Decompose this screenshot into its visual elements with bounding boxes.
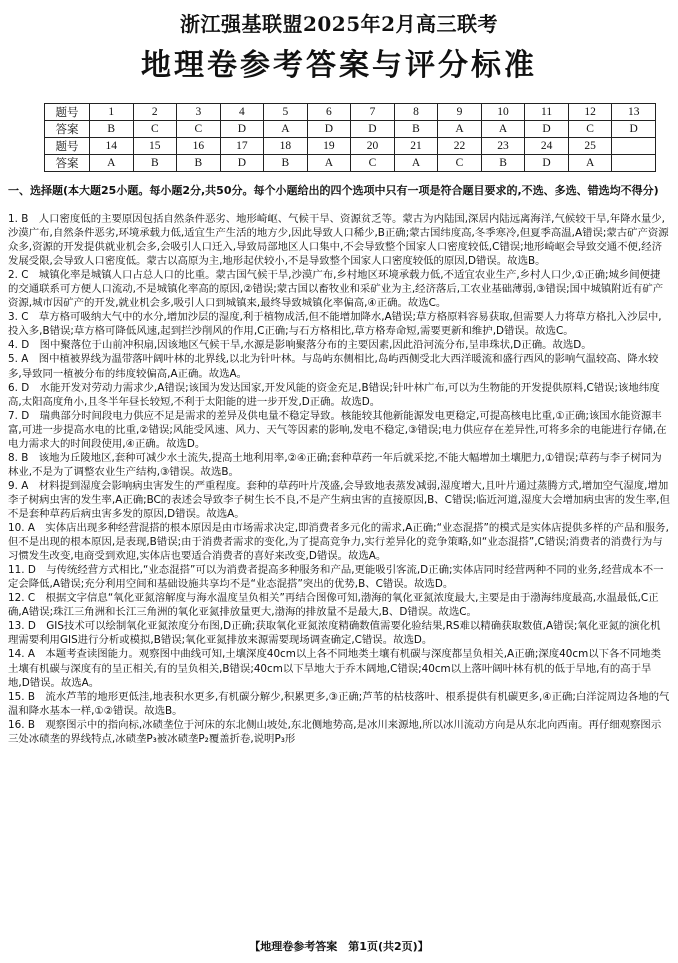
document-title: 地理卷参考答案与评分标准 — [141, 48, 537, 83]
answer-table-cell: 25 — [568, 138, 612, 155]
answer-table-cell: 13 — [612, 104, 656, 121]
exam-title: 浙江强基联盟2025年2月高三联考 — [179, 12, 499, 36]
answer-table-cell: 20 — [351, 138, 395, 155]
answer-table-cell: 11 — [525, 104, 569, 121]
explanation-item: 3. C 草方格可吸纳大气中的水分,增加沙层的湿度,利于植物成活,但不能增加降水,A错误;草方格原料容易获取,但需要人力将草方格扎入沙层中,投入多,B错误;草方格可降低风速,起到拦沙削风的作用,C正确;与石方格相比,草方格寿命短,需要更新和维护,D错误。故选C。 — [8, 311, 662, 338]
answer-table-cell: A — [481, 121, 525, 138]
explanation-item: 9. A 材料提到湿度会影响病虫害发生的严重程度。套种的草药叶片茂盛,会导致地表蒸发减弱,湿度增大,且叶片通过蒸腾方式,增加空气湿度,增加李子树病虫害的发生率,A正确;BC的表述会导致李子树生长不良,不是产生病虫害的直接原因,B、C错误;临近河道,湿度大会增加病虫害的发生率,但不是套种草药后病虫害多发的原因,D错误。故选A。 — [8, 479, 670, 520]
answer-table-cell: B — [177, 155, 221, 172]
answer-table-cell: 5 — [264, 104, 308, 121]
answer-table-row — [45, 104, 656, 121]
explanation-item: 11. D 与传统经营方式相比,“业态混搭”可以为消费者提高多种服务和产品,更能吸引客流,D正确;实体店同时经营两种不同的业务,经营成本不一定会降低,A错误;充分利用空间和基础设施共享均不是“业态混搭”突出的优势,B、C错误。故选D。 — [8, 564, 664, 591]
answer-table-cell: 17 — [220, 138, 264, 155]
answer-table-cell: 12 — [568, 104, 612, 121]
answer-table-row-label: 答案 — [45, 155, 90, 172]
answer-table-row — [45, 155, 656, 172]
explanation-item: 14. A 本题考查读图能力。观察图中曲线可知,土壤深度40cm以上各不同地类土壤有机碳与深度都呈负相关,A正确;深度40cm以下各不同地类土壤有机碳与深度有的呈正相关,有的呈负相关,B错误;40cm以下旱地大于乔木阔地,C错误;40cm以上落叶阔叶林有机的低于旱地,有的高于旱地,D错误。故选A。 — [8, 648, 661, 689]
answer-table-cell: A — [568, 155, 612, 172]
answer-table-cell: 23 — [481, 138, 525, 155]
page-footer: 【地理卷参考答案 第1页(共2页)】 — [249, 940, 429, 953]
answer-table-cell: 3 — [177, 104, 221, 121]
explanations — [8, 212, 670, 930]
explanation-item: 13. D GIS技术可以绘制氧化亚氮浓度分布图,D正确;获取氧化亚氮浓度精确数值需要化验结果,RS难以精确获取数值,A错误;氧化亚氮的演化机理需要利用GIS进行分析或模拟,B错误;氧化亚氮排放来源需要现场调查确定,C错误。故选D。 — [8, 620, 661, 647]
answer-table-cell: D — [612, 121, 656, 138]
answer-table-cell: 15 — [133, 138, 177, 155]
answer-table-cell: A — [394, 155, 438, 172]
answer-table-cell: A — [264, 121, 308, 138]
explanation-item: 5. A 图中植被界线为温带落叶阔叶林的北界线,以北为针叶林。与岛屿东侧相比,岛屿西侧受北大西洋暖流和盛行西风的影响气温较高、降水较多,导致同一植被分布的纬度较偏高,A正确。故选A。 — [8, 353, 659, 380]
answer-table-cell: C — [177, 121, 221, 138]
answer-table-cell: 6 — [307, 104, 351, 121]
answer-table-cell: D — [351, 121, 395, 138]
explanation-item: 2. C 城镇化率是城镇人口占总人口的比重。蒙古国气候干旱,沙漠广布,乡村地区环境承载力低,不适宜农业生产,乡村人口少,①正确;城乡间便捷的交通联系可方便人口流动,不是城镇化率高的原因,②错误;蒙古国以畜牧业和采矿业为主,经济落后,工农业基础薄弱,③错误;国中城镇附近有矿产资源,城市因矿产的开发,就业机会多,吸引人口到城镇来,最终导致城镇化率偏高,④正确。故选C。 — [8, 269, 664, 310]
answer-table-cell: D — [525, 121, 569, 138]
answer-table-cell: B — [481, 155, 525, 172]
answer-table-row-label: 题号 — [45, 138, 90, 155]
answer-table-cell: A — [90, 155, 134, 172]
answer-table-cell: 22 — [438, 138, 482, 155]
answer-table-cell — [612, 155, 656, 172]
answer-table-cell: 4 — [220, 104, 264, 121]
answer-table-cell: D — [525, 155, 569, 172]
explanation-item: 12. C 根据文字信息“氧化亚氮溶解度与海水温度呈负相关”再结合图像可知,渤海的氧化亚氮浓度最大,主要是由于渤海纬度最高,水温最低,C正确,A错误;珠江三角洲和长江三角洲的氧化亚氮排放量更大,渤海的排放量不是最大,B、D错误。故选C。 — [8, 592, 659, 619]
explanation-item: 8. B 该地为丘陵地区,套种可减少水土流失,提高土地利用率,②④正确;套种草药一年后就采挖,不能大幅增加土壤肥力,①错误;草药与李子树同为林业,不是为了调整农业生产结构,③错误。故选B。 — [8, 451, 662, 478]
explanation-item: 4. D 图中聚落位于山前冲积扇,因该地区气候干旱,水源是影响聚落分布的主要因素,因此沿河流分布,呈串珠状,D正确。故选D。 — [8, 339, 592, 352]
answer-table-cell: 21 — [394, 138, 438, 155]
answer-table-cell: B — [394, 121, 438, 138]
answer-table-cell: B — [264, 155, 308, 172]
answer-table-cell: A — [307, 155, 351, 172]
answer-table-cell: 8 — [394, 104, 438, 121]
answer-table-cell: 10 — [481, 104, 525, 121]
answer-table-cell: 9 — [438, 104, 482, 121]
answer-table-cell: 18 — [264, 138, 308, 155]
explanation-item: 6. D 水能开发对劳动力需求少,A错误;该国为发达国家,开发风能的资金充足,B错误;针叶林广布,可以为生物能的开发提供原料,C错误;该地纬度高,太阳高度角小,且冬半年昼长较短,不利于太阳能的进一步开发,D正确。故选D。 — [8, 381, 660, 408]
answer-table-cell: 14 — [90, 138, 134, 155]
answer-table-cell: B — [90, 121, 134, 138]
answer-table-row — [45, 138, 656, 155]
answer-table-cell: C — [351, 155, 395, 172]
answer-table-cell — [612, 138, 656, 155]
answer-table-cell: D — [220, 155, 264, 172]
answer-table-row-label: 题号 — [45, 104, 90, 121]
explanation-item: 15. B 流水芦苇的地形更低洼,地表积水更多,有机碳分解少,积累更多,③正确;芦苇的枯枝落叶、根系提供有机碳更多,④正确;白洋淀周边各地的气温和降水基本一样,①②错误。故选B。 — [8, 690, 670, 717]
explanation-item: 1. B 人口密度低的主要原因包括自然条件恶劣、地形崎岖、气候干旱、资源贫乏等。蒙古为内陆国,深居内陆远离海洋,气候较干旱,年降水量少,沙漠广布,自然条件恶劣,环境承载力低,适宜生产生活的地方少,因此导致人口稀少,B正确;蒙古国纬度高,冬季寒冷,但夏季高温,A错误;蒙古矿产资源众多,资源的开发提供就业机会多,会吸引人口迁入,导致局部地区人口集中,不会导致整个国家人口密度较低,C错误;地形崎岖会导致交通不便,经济发展受限,会导致人口密度低。蒙古以高原为主,地形起伏较小,不是导致整个国家人口密度较低的原因,D错误。故选B。 — [8, 213, 669, 268]
answer-table-cell: 7 — [351, 104, 395, 121]
answer-table-cell: B — [133, 155, 177, 172]
answer-table-cell: A — [438, 121, 482, 138]
answer-table-cell: D — [220, 121, 264, 138]
explanation-item: 16. B 观察图示中的指向标,冰碛垄位于河床的东北侧山坡处,东北侧地势高,是冰川来源地,所以冰川流动方向是从东北向西南。再仔细观察图示三处冰碛垄的界线特点,冰碛垄P₃被冰碛垄P₂覆盖折卷,说明P₃形 — [8, 718, 662, 745]
answer-table-cell: 24 — [525, 138, 569, 155]
answer-table-cell: 1 — [90, 104, 134, 121]
answer-table-cell: 16 — [177, 138, 221, 155]
answer-table-row — [45, 121, 656, 138]
answer-table-cell: C — [568, 121, 612, 138]
section-heading: 一、选择题(本大题25小题。每小题2分,共50分。每个小题给出的四个选项中只有一项是符合题目要求的,不选、多选、错选均不得分) — [8, 184, 659, 197]
answer-table-row-label: 答案 — [45, 121, 90, 138]
explanation-item: 7. D 瑞典部分时间段电力供应不足是需求的差异及供电量不稳定导致。核能较其他新能源发电更稳定,可提高核电比重,①正确;该国水能资源丰富,可进一步提高水电的比重,②错误;风能受风速、风力、天气等因素的影响,发电不稳定,③错误;电力供应存在差异性,可将多余的电能进行存储,在电力需求大的时间段使用,④正确。故选D。 — [8, 409, 667, 450]
explanation-item: 10. A 实体店出现多种经营混搭的根本原因是由市场需求决定,即消费者多元化的需求,A正确;“业态混搭”的模式是实体店提供多样的产品和服务,但不是出现的根本原因,是表现,B错误;由于消费者需求的变化,为了提高竞争力,实行差异化的竞争策略,如“业态混搭”,C错误;消费者的消费行为与习惯发生改变,电商受到欢迎,实体店也要适合消费者的喜好来改变,D错误。故选A。 — [8, 522, 669, 563]
answer-table-cell: 19 — [307, 138, 351, 155]
answer-table-cell: 2 — [133, 104, 177, 121]
answer-table-cell: C — [133, 121, 177, 138]
answer-table — [44, 103, 656, 172]
answer-table-cell: C — [438, 155, 482, 172]
answer-table-cell: D — [307, 121, 351, 138]
